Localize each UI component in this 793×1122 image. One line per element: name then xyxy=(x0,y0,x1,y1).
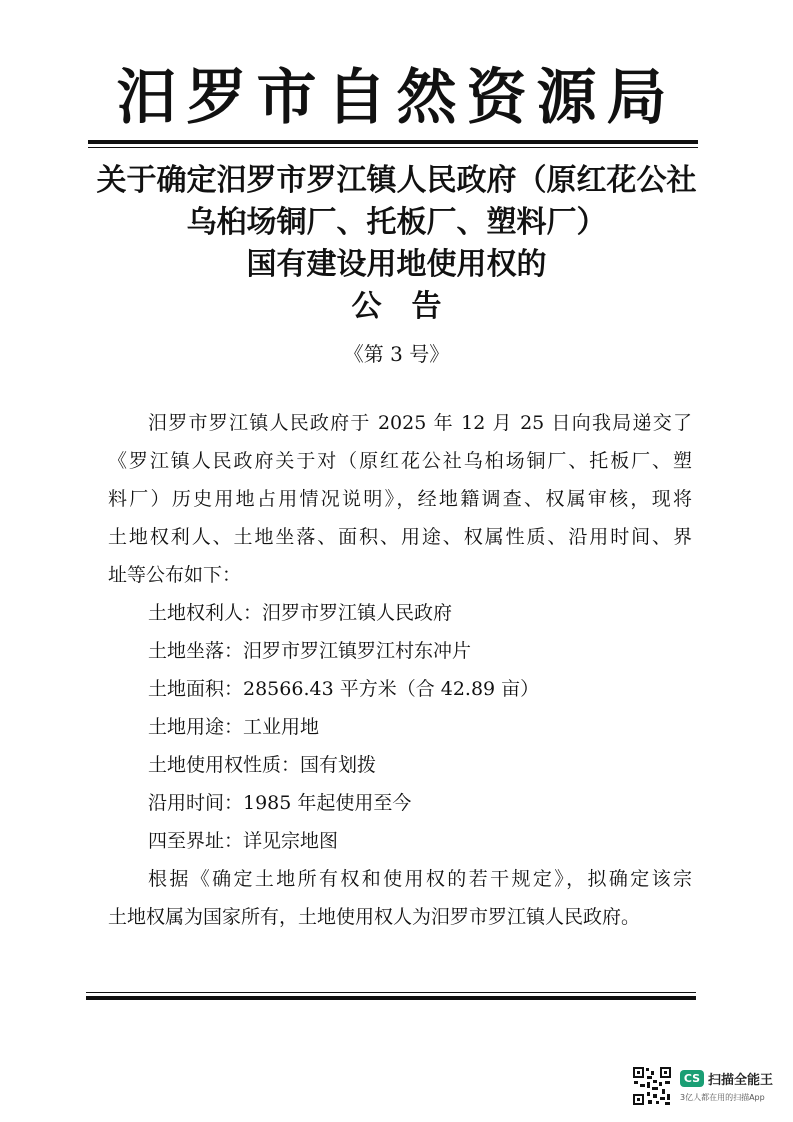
header-divider-thick xyxy=(88,140,698,144)
field-land-location: 土地坐落：汨罗市罗江镇罗江村东冲片 xyxy=(148,640,472,662)
field-use-right-nature: 土地使用权性质：国有划拨 xyxy=(148,754,377,776)
header-divider-thin xyxy=(88,147,698,148)
field-use-period: 沿用时间：1985 年起使用至今 xyxy=(148,792,412,814)
camscanner-name: 扫描全能王 xyxy=(708,1073,774,1088)
title-line-3: 国有建设用地使用权的 xyxy=(246,247,547,282)
title-line-2: 乌桕场铜厂、托板厂、塑料厂） xyxy=(186,205,607,240)
intro-line: 土地权利人、土地坐落、面积、用途、权属性质、沿用时间、界 xyxy=(108,526,692,548)
camscanner-tagline: 3亿人都在用的扫描App xyxy=(680,1093,765,1102)
camscanner-logo: CS xyxy=(680,1070,704,1087)
intro-line: 址等公布如下： xyxy=(108,564,242,586)
field-land-rights-holder: 土地权利人：汨罗市罗江镇人民政府 xyxy=(148,602,453,624)
conclusion-line: 土地权属为国家所有，土地使用权人为汨罗市罗江镇人民政府。 xyxy=(108,906,641,928)
conclusion-line: 根据《确定土地所有权和使用权的若干规定》，拟确定该宗 xyxy=(148,868,692,890)
title-line-1: 关于确定汨罗市罗江镇人民政府（原红花公社 xyxy=(96,163,697,198)
scanner-watermark xyxy=(632,1066,782,1110)
title-line-4: 公告 xyxy=(351,289,472,324)
agency-name: 汨罗市自然资源局 xyxy=(116,63,677,133)
notice-body xyxy=(108,404,692,936)
footer-divider-thick xyxy=(86,996,696,1000)
qr-code-icon xyxy=(632,1066,672,1106)
footer-divider-thin xyxy=(86,992,696,993)
field-boundaries: 四至界址：详见宗地图 xyxy=(148,830,339,852)
field-land-area: 土地面积：28566.43 平方米（合 42.89 亩） xyxy=(148,678,540,700)
notice-title xyxy=(60,160,733,328)
intro-line: 料厂）历史用地占用情况说明》，经地籍调查、权属审核，现将 xyxy=(108,488,692,510)
notice-number: 《第 3 号》 xyxy=(343,342,450,366)
intro-line: 《罗江镇人民政府关于对（原红花公社乌桕场铜厂、托板厂、塑 xyxy=(108,450,692,472)
field-land-use: 土地用途：工业用地 xyxy=(148,716,320,738)
header-divider xyxy=(88,140,698,148)
footer-divider xyxy=(86,992,696,1000)
intro-line: 汨罗市罗江镇人民政府于 2025 年 12 月 25 日向我局递交了 xyxy=(148,412,692,434)
